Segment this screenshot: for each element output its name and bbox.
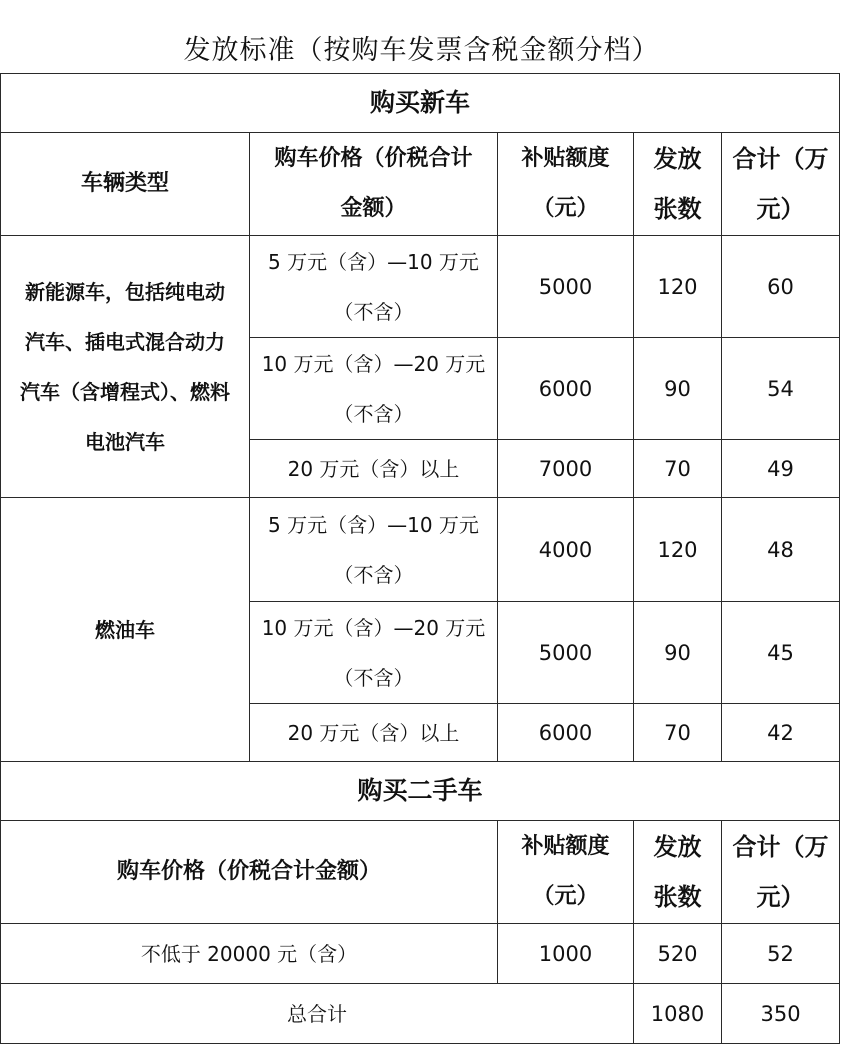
table-header-row bbox=[1, 133, 840, 236]
subsidy-cell: 7000 bbox=[498, 440, 634, 498]
used-price-cell: 不低于 20000 元（含） bbox=[1, 924, 498, 984]
header-used-subsidy-line1: 补贴额度 bbox=[521, 834, 610, 859]
header-used-total bbox=[722, 821, 840, 924]
count-cell: 120 bbox=[634, 236, 722, 338]
grand-total-amount: 350 bbox=[722, 984, 840, 1044]
subsidy-cell: 6000 bbox=[498, 704, 634, 762]
price-cell bbox=[250, 498, 498, 602]
header-count bbox=[634, 133, 722, 236]
total-cell: 48 bbox=[722, 498, 840, 602]
price-cell: 20 万元（含）以上 bbox=[250, 704, 498, 762]
header-used-subsidy-line2: （元） bbox=[532, 884, 599, 909]
price-line: 10 万元（含）—20 万元 bbox=[261, 615, 486, 640]
table-row bbox=[1, 498, 840, 602]
header-total-line1: 合计（万 bbox=[732, 145, 829, 173]
table-row bbox=[1, 924, 840, 984]
header-price-line2: 金额） bbox=[340, 196, 407, 221]
price-line: 5 万元（含）—10 万元 bbox=[268, 512, 479, 537]
page-title: 发放标准（按购车发票含税金额分档） bbox=[183, 35, 660, 66]
section-title-new-car: 购买新车 bbox=[1, 74, 840, 133]
header-count-line1: 发放 bbox=[653, 145, 702, 173]
vehicle-type-line: 电池汽车 bbox=[85, 429, 165, 454]
count-cell: 520 bbox=[634, 924, 722, 984]
header-used-count-line2: 张数 bbox=[653, 883, 702, 911]
price-line: （不含） bbox=[333, 401, 414, 426]
subsidy-cell: 4000 bbox=[498, 498, 634, 602]
header-total-line2: 元） bbox=[756, 195, 805, 223]
subsidy-cell: 6000 bbox=[498, 338, 634, 440]
total-cell: 42 bbox=[722, 704, 840, 762]
count-cell: 70 bbox=[634, 704, 722, 762]
subsidy-cell: 1000 bbox=[498, 924, 634, 984]
subsidy-cell: 5000 bbox=[498, 602, 634, 704]
header-total bbox=[722, 133, 840, 236]
table-row bbox=[1, 236, 840, 338]
total-cell: 45 bbox=[722, 602, 840, 704]
total-cell: 49 bbox=[722, 440, 840, 498]
header-price-line1: 购车价格（价税合计 bbox=[274, 146, 473, 171]
count-cell: 90 bbox=[634, 602, 722, 704]
total-cell: 54 bbox=[722, 338, 840, 440]
header-used-count bbox=[634, 821, 722, 924]
grand-total-count: 1080 bbox=[634, 984, 722, 1044]
section-title-used-car: 购买二手车 bbox=[1, 762, 840, 821]
price-line: （不含） bbox=[333, 665, 414, 690]
price-line: （不含） bbox=[333, 562, 414, 587]
vehicle-type-fuel: 燃油车 bbox=[1, 498, 250, 762]
grand-total-row bbox=[1, 984, 840, 1044]
header-subsidy bbox=[498, 133, 634, 236]
price-line: 5 万元（含）—10 万元 bbox=[268, 249, 479, 274]
header-vehicle-type: 车辆类型 bbox=[1, 133, 250, 236]
count-cell: 120 bbox=[634, 498, 722, 602]
count-cell: 90 bbox=[634, 338, 722, 440]
vehicle-type-nev bbox=[1, 236, 250, 498]
header-used-total-line1: 合计（万 bbox=[732, 833, 829, 861]
header-used-count-line1: 发放 bbox=[653, 833, 702, 861]
subsidy-table bbox=[0, 73, 840, 1044]
header-price bbox=[250, 133, 498, 236]
table-header-row bbox=[1, 821, 840, 924]
price-cell bbox=[250, 338, 498, 440]
count-cell: 70 bbox=[634, 440, 722, 498]
total-cell: 52 bbox=[722, 924, 840, 984]
grand-total-label: 总合计 bbox=[1, 984, 634, 1044]
header-used-price: 购车价格（价税合计金额） bbox=[1, 821, 498, 924]
header-count-line2: 张数 bbox=[653, 195, 702, 223]
price-line: 10 万元（含）—20 万元 bbox=[261, 351, 486, 376]
vehicle-type-line: 汽车（含增程式）、燃料 bbox=[20, 379, 230, 404]
vehicle-type-line: 新能源车，包括纯电动 bbox=[25, 279, 225, 304]
price-cell bbox=[250, 602, 498, 704]
header-used-total-line2: 元） bbox=[756, 883, 805, 911]
header-subsidy-line2: （元） bbox=[532, 196, 599, 221]
total-cell: 60 bbox=[722, 236, 840, 338]
price-cell: 20 万元（含）以上 bbox=[250, 440, 498, 498]
header-used-subsidy bbox=[498, 821, 634, 924]
price-line: （不含） bbox=[333, 299, 414, 324]
vehicle-type-line: 汽车、插电式混合动力 bbox=[25, 329, 225, 354]
header-subsidy-line1: 补贴额度 bbox=[521, 146, 610, 171]
price-cell bbox=[250, 236, 498, 338]
subsidy-cell: 5000 bbox=[498, 236, 634, 338]
